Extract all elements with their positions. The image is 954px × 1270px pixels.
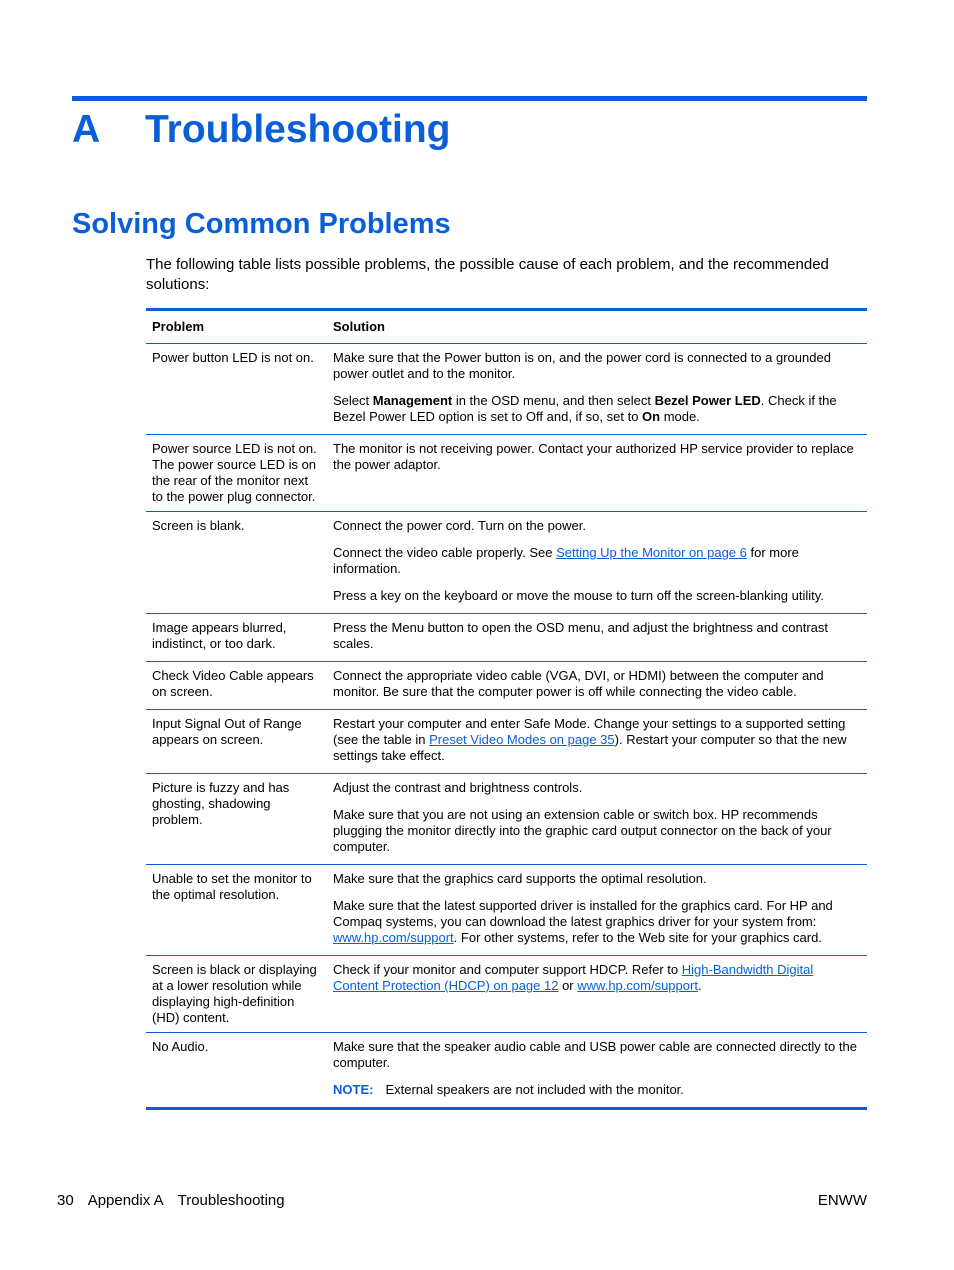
footer-locale: ENWW — [817, 1192, 867, 1209]
table-row — [146, 662, 867, 710]
chapter-rule — [72, 96, 867, 101]
table-row — [146, 710, 867, 774]
problem-cell: Power source LED is not on. The power source LED is on the rear of the monitor next to the power plug connector. — [146, 435, 327, 512]
solution-cell — [327, 512, 867, 614]
solution-cell — [327, 662, 867, 710]
footer-title: Troubleshooting — [177, 1192, 285, 1209]
problem-cell: No Audio. — [146, 1033, 327, 1109]
solution-cell — [327, 344, 867, 435]
note-text: External speakers are not included with the monitor. — [385, 1082, 684, 1097]
table-row — [146, 1033, 867, 1109]
solution-text: Make sure that the Power button is on, and the power cord is connected to a grounded power outlet and to the monitor. — [333, 350, 831, 381]
solution-cell — [327, 865, 867, 956]
solution-text: Make sure that the graphics card supports the optimal resolution. — [333, 871, 707, 886]
solution-text: Select Management in the OSD menu, and then select Bezel Power LED. Check if the Bezel Power LED option is set to Off and, if so, set to On mode. — [333, 393, 837, 424]
problem-cell: Screen is black or displaying at a lower resolution while displaying high-definition (HD) content. — [146, 956, 327, 1033]
table-header-row — [146, 310, 867, 344]
header-problem: Problem — [146, 310, 327, 344]
table-row — [146, 956, 867, 1033]
hdcp-link[interactable]: High-Bandwidth Digital Content Protection (HDCP) on page 12 — [333, 962, 814, 993]
solution-text: The monitor is not receiving power. Contact your authorized HP service provider to replace the power adaptor. — [333, 441, 854, 472]
solution-text: Press a key on the keyboard or move the mouse to turn off the screen-blanking utility. — [333, 588, 824, 603]
footer-section: Appendix A — [87, 1192, 164, 1209]
hp-support-link[interactable]: www.hp.com/support — [333, 930, 454, 945]
solution-text: Connect the video cable properly. See Setting Up the Monitor on page 6 for more information. — [333, 545, 799, 576]
note — [333, 1082, 861, 1098]
solution-cell — [327, 710, 867, 774]
page-number: 30 — [57, 1192, 74, 1209]
solution-cell — [327, 956, 867, 1033]
solution-text: Make sure that the speaker audio cable and USB power cable are connected directly to the computer. — [333, 1039, 857, 1070]
solution-text: Press the Menu button to open the OSD menu, and adjust the brightness and contrast scales. — [333, 620, 829, 651]
solution-text: Adjust the contrast and brightness controls. — [333, 780, 583, 795]
chapter-letter: A — [72, 108, 101, 151]
table-row — [146, 614, 867, 662]
solution-cell — [327, 614, 867, 662]
solution-text: Make sure that you are not using an extension cable or switch box. HP recommends plugging the monitor directly into the graphic card output connector on the back of your computer. — [333, 807, 832, 854]
section-title: Solving Common Problems — [72, 208, 451, 240]
problem-cell: Input Signal Out of Range appears on screen. — [146, 710, 327, 774]
solution-text: Connect the power cord. Turn on the power. — [333, 518, 586, 533]
table-row — [146, 512, 867, 614]
table-row — [146, 435, 867, 512]
table-row — [146, 865, 867, 956]
table-row — [146, 774, 867, 865]
solution-text: Connect the appropriate video cable (VGA, DVI, or HDMI) between the computer and monitor. Be sure that the computer power is off while connecting the video cable. — [333, 668, 824, 699]
chapter-title: Troubleshooting — [145, 108, 451, 151]
solution-text: Make sure that the latest supported driver is installed for the graphics card. For HP and Compaq systems, you can download the latest graphics driver for your system from: www.hp.com/support. For other systems, refer to the Web site for your graphics card. — [333, 898, 833, 945]
problem-cell: Screen is blank. — [146, 512, 327, 614]
note-label: NOTE: — [333, 1082, 374, 1097]
solution-cell — [327, 435, 867, 512]
troubleshooting-table — [146, 308, 867, 1110]
problem-cell: Image appears blurred, indistinct, or too dark. — [146, 614, 327, 662]
preset-video-modes-link[interactable]: Preset Video Modes on page 35 — [429, 732, 615, 747]
page-footer — [57, 1191, 285, 1211]
problem-cell: Unable to set the monitor to the optimal resolution. — [146, 865, 327, 956]
intro-paragraph: The following table lists possible problems, the possible cause of each problem, and the recommended solutions: — [146, 256, 829, 293]
hp-support-link[interactable]: www.hp.com/support — [577, 978, 698, 993]
header-solution: Solution — [327, 310, 867, 344]
solution-cell — [327, 1033, 867, 1109]
problem-cell: Check Video Cable appears on screen. — [146, 662, 327, 710]
problem-cell: Picture is fuzzy and has ghosting, shadowing problem. — [146, 774, 327, 865]
problem-cell: Power button LED is not on. — [152, 350, 314, 365]
solution-text: Check if your monitor and computer support HDCP. Refer to High-Bandwidth Digital Content Protection (HDCP) on page 12 or www.hp.com/support. — [333, 962, 814, 993]
table-row — [146, 344, 867, 435]
solution-cell — [327, 774, 867, 865]
setting-up-link[interactable]: Setting Up the Monitor on page 6 — [556, 545, 747, 560]
solution-text: Restart your computer and enter Safe Mode. Change your settings to a supported setting (see the table in Preset Video Modes on page 35). Restart your computer so that the new settings take effect. — [333, 716, 847, 763]
